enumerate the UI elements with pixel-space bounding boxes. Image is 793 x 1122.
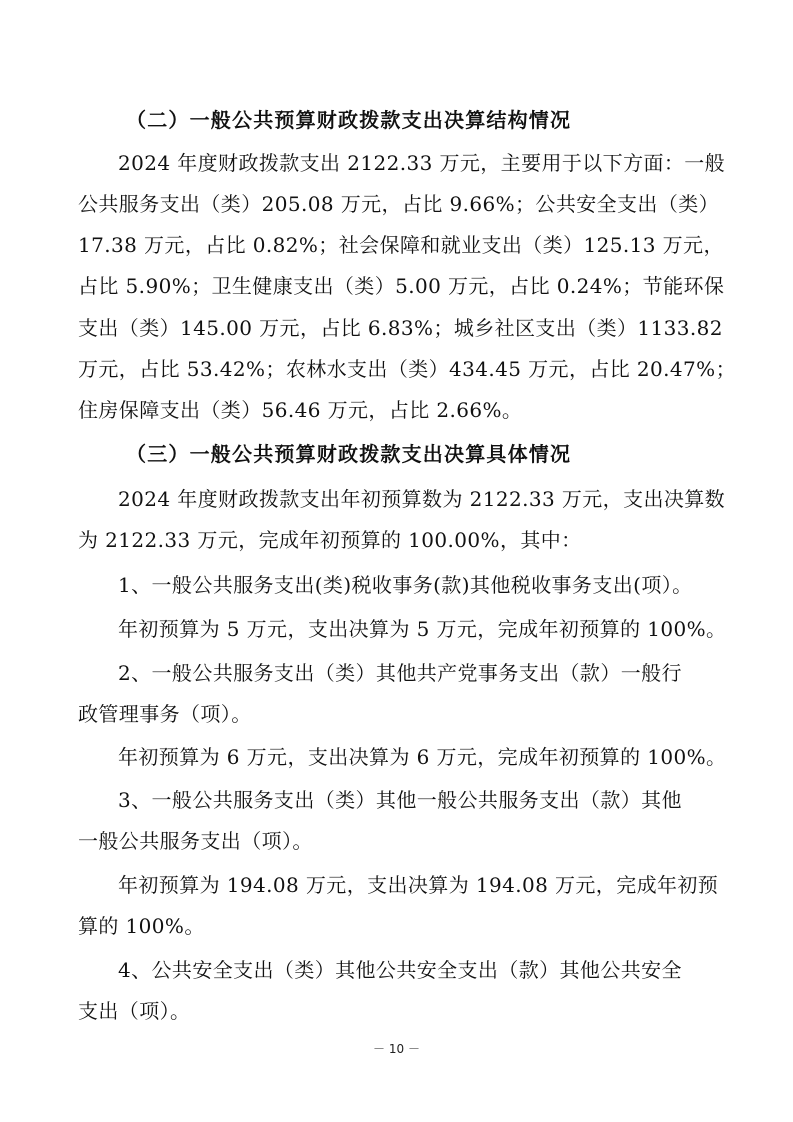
item-1-line: 1、一般公共服务支出(类)税收事务(款)其他税收事务支出(项）。 [118, 573, 693, 597]
section-2-paragraph-line: 住房保障支出（类）56.46 万元，占比 2.66%。 [78, 398, 523, 422]
section-2-heading: （二）一般公共预算财政拨款支出决算结构情况 [126, 108, 572, 132]
item-3-line: 年初预算为 194.08 万元，支出决算为 194.08 万元，完成年初预 [118, 873, 719, 897]
item-4-line: 4、公共安全支出（类）其他公共安全支出（款）其他公共安全 [118, 958, 682, 982]
item-3-line: 算的 100%。 [78, 914, 205, 938]
section-3-intro-line: 为 2122.33 万元，完成年初预算的 100.00%，其中： [78, 528, 582, 552]
section-2-paragraph-line: 万元，占比 53.42%；农林水支出（类）434.45 万元，占比 20.47%； [78, 357, 736, 381]
item-2-line: 2、一般公共服务支出（类）其他共产党事务支出（款）一般行 [118, 661, 682, 685]
item-3-line: 3、一般公共服务支出（类）其他一般公共服务支出（款）其他 [118, 788, 682, 812]
item-2-line: 政管理事务（项）。 [78, 702, 252, 726]
page-number: － 10 － [373, 1042, 420, 1056]
section-2-paragraph-line: 公共服务支出（类）205.08 万元，占比 9.66%；公共安全支出（类） [78, 192, 720, 216]
section-2-paragraph-line: 17.38 万元，占比 0.82%；社会保障和就业支出（类）125.13 万元， [78, 233, 724, 257]
item-4-line: 支出（项）。 [78, 999, 191, 1023]
section-2-paragraph-line: 支出（类）145.00 万元，占比 6.83%；城乡社区支出（类）1133.82 [78, 316, 723, 340]
section-3-intro-line: 2024 年度财政拨款支出年初预算数为 2122.33 万元，支出决算数 [118, 487, 726, 511]
item-2-line: 年初预算为 6 万元，支出决算为 6 万元，完成年初预算的 100%。 [118, 745, 727, 769]
item-1-line: 年初预算为 5 万元，支出决算为 5 万元，完成年初预算的 100%。 [118, 617, 727, 641]
item-3-line: 一般公共服务支出（项）。 [78, 829, 313, 853]
section-3-heading: （三）一般公共预算财政拨款支出决算具体情况 [126, 442, 572, 466]
section-2-paragraph-line: 占比 5.90%；卫生健康支出（类）5.00 万元，占比 0.24%；节能环保 [78, 274, 725, 298]
section-2-paragraph-line: 2024 年度财政拨款支出 2122.33 万元，主要用于以下方面：一般 [118, 151, 726, 175]
